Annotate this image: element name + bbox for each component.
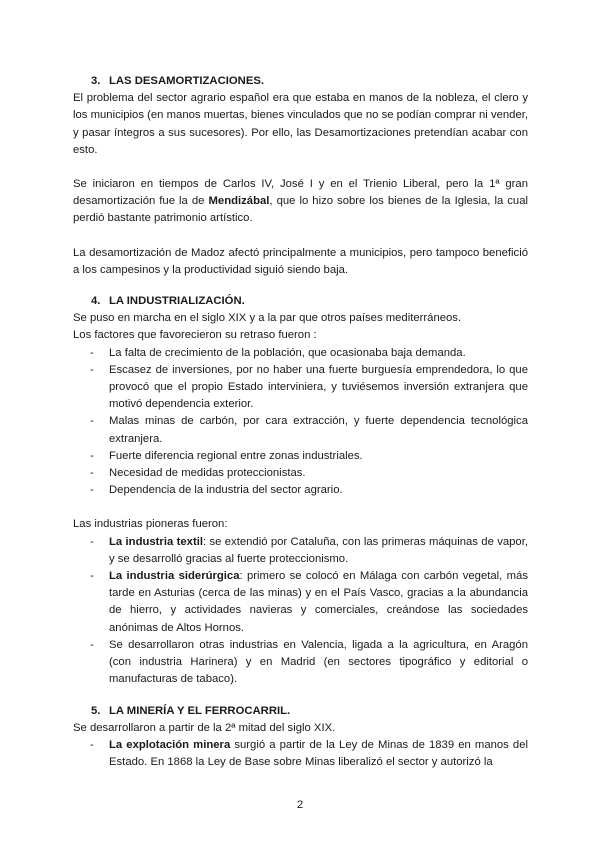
section-3-heading: [91, 73, 528, 90]
list-item-text: Fuerte diferencia regional entre zonas industriales.: [109, 449, 363, 462]
dash-bullet: -: [90, 467, 94, 480]
section-4-intro-1: Se puso en marcha en el siglo XIX y a la par que otros países mediterráneos.: [73, 312, 462, 325]
p2-text-b: , que lo hizo sobre los bienes de la Iglesia, la cual perdió bastante patrimonio artístico.: [73, 195, 529, 225]
textil-text: : se extendió por Cataluña, con las primeras máquinas de vapor, y se desarrolló gracias al fuerte proteccionismo.: [109, 535, 528, 565]
list-item: [73, 465, 528, 482]
page-number: 2: [296, 799, 304, 811]
page-content: [73, 73, 528, 771]
section-4-intro-2: Los factores que favorecieron su retraso fueron :: [73, 329, 317, 342]
list-item: [73, 482, 528, 499]
list-item-text: La falta de crecimiento de la población, que ocasionaba baja demanda.: [109, 346, 466, 359]
dash-bullet: -: [90, 570, 94, 583]
pioneers-intro: Las industrias pioneras fueron:: [73, 518, 228, 531]
dash-bullet: -: [90, 415, 94, 428]
section-4-title: LA INDUSTRIALIZACIÓN.: [109, 295, 245, 308]
textil-bold: La industria textil: [109, 535, 203, 548]
list-item: [73, 345, 528, 362]
dash-bullet: -: [90, 363, 94, 376]
section-4-number: 4.: [91, 295, 101, 308]
others-text: Se desarrollaron otras industrias en Valencia, ligada a la agricultura, en Aragón (con industria Harinera) y en Madrid (en sectores tipográfico y editorial o manufacturas de tabaco).: [109, 638, 528, 686]
list-item-text: Necesidad de medidas proteccionistas.: [109, 467, 306, 480]
list-item: [73, 637, 528, 689]
dash-bullet: -: [90, 449, 94, 462]
dash-bullet: -: [90, 484, 94, 497]
section-5-heading: [91, 703, 528, 720]
list-item-text: Escasez de inversiones, por no haber una fuerte burguesía emprendedora, lo que provocó que el propio Estado interviniera, y tuviésemos inversión extranjera que motivó dependencia exterior.: [109, 363, 528, 411]
section-4-heading: [91, 293, 528, 310]
section-5-title: LA MINERÍA Y EL FERROCARRIL.: [109, 704, 291, 717]
section-3-paragraph-3: La desamortización de Madoz afectó principalmente a municipios, pero tampoco benefició a los campesinos y la productividad siguió siendo baja.: [73, 246, 528, 276]
dash-bullet: -: [90, 346, 94, 359]
siderurgica-text: : primero se colocó en Málaga con carbón vegetal, más tarde en Asturias (cerca de las minas) y en el País Vasco, gracias a la abundancia de hierro, y actividades navieras y comerciales, creándose las sociedades anónimas de Altos Hornos.: [109, 570, 528, 634]
siderurgica-bold: La industria siderúrgica: [109, 570, 240, 583]
p2-text-a: Se iniciaron en tiempos de Carlos IV, José I y en el Trienio Liberal, pero la 1ª gran desamortización fue la de: [73, 178, 528, 208]
mendizabal-bold: Mendizábal: [208, 195, 270, 208]
pioneers-list: [73, 534, 528, 689]
section-3-paragraph-2: [73, 176, 528, 228]
section-5-intro: Se desarrollaron a partir de la 2ª mitad del siglo XIX.: [73, 721, 336, 734]
section-5-number: 5.: [91, 704, 101, 717]
section-3-number: 3.: [91, 75, 101, 87]
list-item: [73, 568, 528, 637]
mining-list: [73, 737, 528, 771]
list-item-text: Malas minas de carbón, por cara extracción, y fuerte dependencia tecnológica extranjera.: [109, 415, 528, 445]
list-item: [73, 413, 528, 447]
mining-text: surgió a partir de la Ley de Minas de 1839 en manos del Estado. En 1868 la Ley de Base sobre Minas liberalizó el sector y autorizó la: [109, 738, 529, 769]
dash-bullet: -: [90, 738, 94, 751]
list-item: [73, 362, 528, 414]
factors-list: [73, 345, 528, 500]
list-item: [73, 737, 528, 771]
section-3-title: LAS DESAMORTIZACIONES.: [109, 75, 265, 87]
mining-bold: La explotación minera: [109, 738, 231, 751]
dash-bullet: -: [90, 535, 94, 548]
section-3-paragraph-1: El problema del sector agrario español era que estaba en manos de la nobleza, el clero y los municipios (en manos muertas, bienes vinculados que no se podían comprar ni vender, y pasar íntegros a sus sucesores). Por ello, las Desamortizaciones pretendían acabar con esto.: [73, 92, 528, 156]
list-item: [73, 448, 528, 465]
list-item-text: Dependencia de la industria del sector agrario.: [109, 484, 343, 497]
dash-bullet: -: [90, 638, 94, 651]
list-item: [73, 534, 528, 568]
